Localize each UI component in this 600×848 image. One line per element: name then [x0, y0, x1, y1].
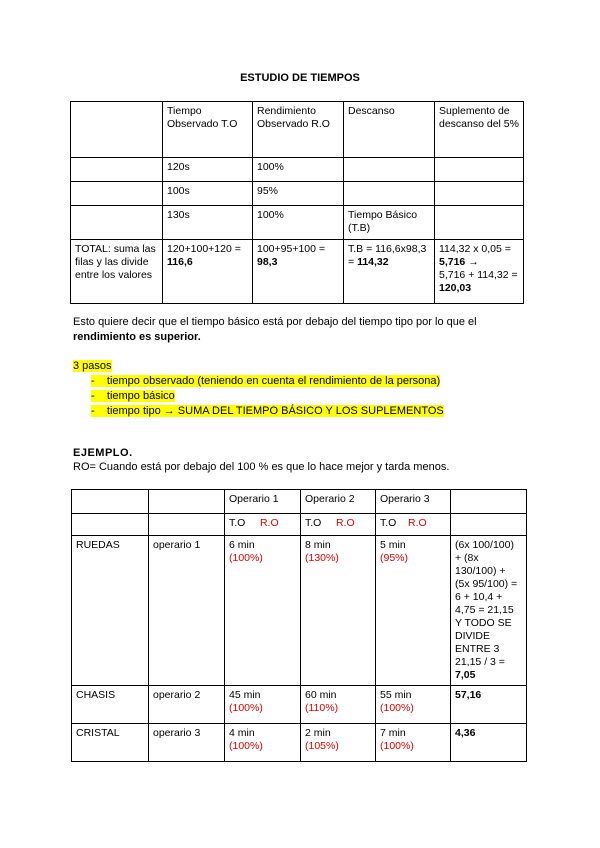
table-cell: Tiempo Básico (T.B) — [344, 206, 435, 240]
table-cell — [71, 158, 163, 182]
operator-label: operario 2 — [149, 686, 225, 724]
time-cell: 7 min (100%) — [376, 724, 451, 762]
page-title: ESTUDIO DE TIEMPOS — [240, 72, 360, 84]
time-cell: 60 min (110%) — [301, 686, 376, 724]
header-cell: Descanso — [344, 102, 435, 158]
table-cell: 130s — [163, 206, 253, 240]
time-cell: 2 min (105%) — [301, 724, 376, 762]
table-cell — [435, 206, 524, 240]
to-ro-header: T.O R.O — [225, 514, 301, 536]
calc-cell: 4,36 — [451, 724, 527, 762]
total-label: TOTAL: suma las filas y las divide entre los valores — [71, 240, 163, 304]
table-cell — [435, 158, 524, 182]
operator-label: operario 3 — [149, 724, 225, 762]
header-cell: Suplemento de descanso del 5% — [435, 102, 524, 158]
calc-cell: (6x 100/100) + (8x 130/100) + (5x 95/100) = 6 + 10,4 + 4,75 = 21,15 Y TODO SE DIVIDE ENTRE 3 21,15 / 3 = 7,05 — [451, 536, 527, 686]
step-item: - tiempo tipo → SUMA DEL TIEMPO BÁSICO Y LOS SUPLEMENTOS — [91, 405, 444, 417]
part-label: CHASIS — [72, 686, 149, 724]
table-cell — [71, 182, 163, 206]
example-heading: EJEMPLO. — [73, 447, 133, 459]
step-item: - tiempo observado (teniendo en cuenta el rendimiento de la persona) — [91, 375, 441, 387]
total-to: 120+100+120 = 116,6 — [163, 240, 253, 304]
time-cell: 55 min (100%) — [376, 686, 451, 724]
total-ro: 100+95+100 = 98,3 — [253, 240, 344, 304]
example-note: RO= Cuando está por debajo del 100 % es que lo hace mejor y tarda menos. — [73, 461, 450, 473]
time-cell: 4 min (100%) — [225, 724, 301, 762]
header-cell — [71, 102, 163, 158]
table-cell — [435, 182, 524, 206]
header-cell: Tiempo Observado T.O — [163, 102, 253, 158]
part-label: CRISTAL — [72, 724, 149, 762]
operator-header: Operario 1 — [225, 490, 301, 514]
time-cell: 45 min (100%) — [225, 686, 301, 724]
to-ro-header: T.O R.O — [301, 514, 376, 536]
operator-header: Operario 2 — [301, 490, 376, 514]
header-cell: Rendimiento Observado R.O — [253, 102, 344, 158]
step-item: - tiempo básico — [91, 390, 175, 402]
table-cell: 100% — [253, 158, 344, 182]
calc-cell: 57,16 — [451, 686, 527, 724]
table-cell — [344, 182, 435, 206]
explanation-paragraph: Esto quiere decir que el tiempo básico está por debajo del tiempo tipo por lo que el rendimiento es superior. — [73, 316, 477, 343]
total-suplemento: 114,32 x 0,05 = 5,716 → 5,716 + 114,32 = 120,03 — [435, 240, 524, 304]
table-cell: 120s — [163, 158, 253, 182]
table-cell: 100s — [163, 182, 253, 206]
tiempos-table — [70, 101, 524, 304]
ejemplo-table — [71, 489, 527, 762]
part-label: RUEDAS — [72, 536, 149, 686]
time-cell: 5 min (95%) — [376, 536, 451, 686]
operator-label: operario 1 — [149, 536, 225, 686]
table-cell — [71, 206, 163, 240]
steps-heading: 3 pasos — [73, 360, 112, 372]
operator-header: Operario 3 — [376, 490, 451, 514]
to-ro-header: T.O R.O — [376, 514, 451, 536]
time-cell: 8 min (130%) — [301, 536, 376, 686]
time-cell: 6 min (100%) — [225, 536, 301, 686]
table-cell: 95% — [253, 182, 344, 206]
table-cell: 100% — [253, 206, 344, 240]
total-tb: T.B = 116,6x98,3 = 114,32 — [344, 240, 435, 304]
table-cell — [344, 158, 435, 182]
